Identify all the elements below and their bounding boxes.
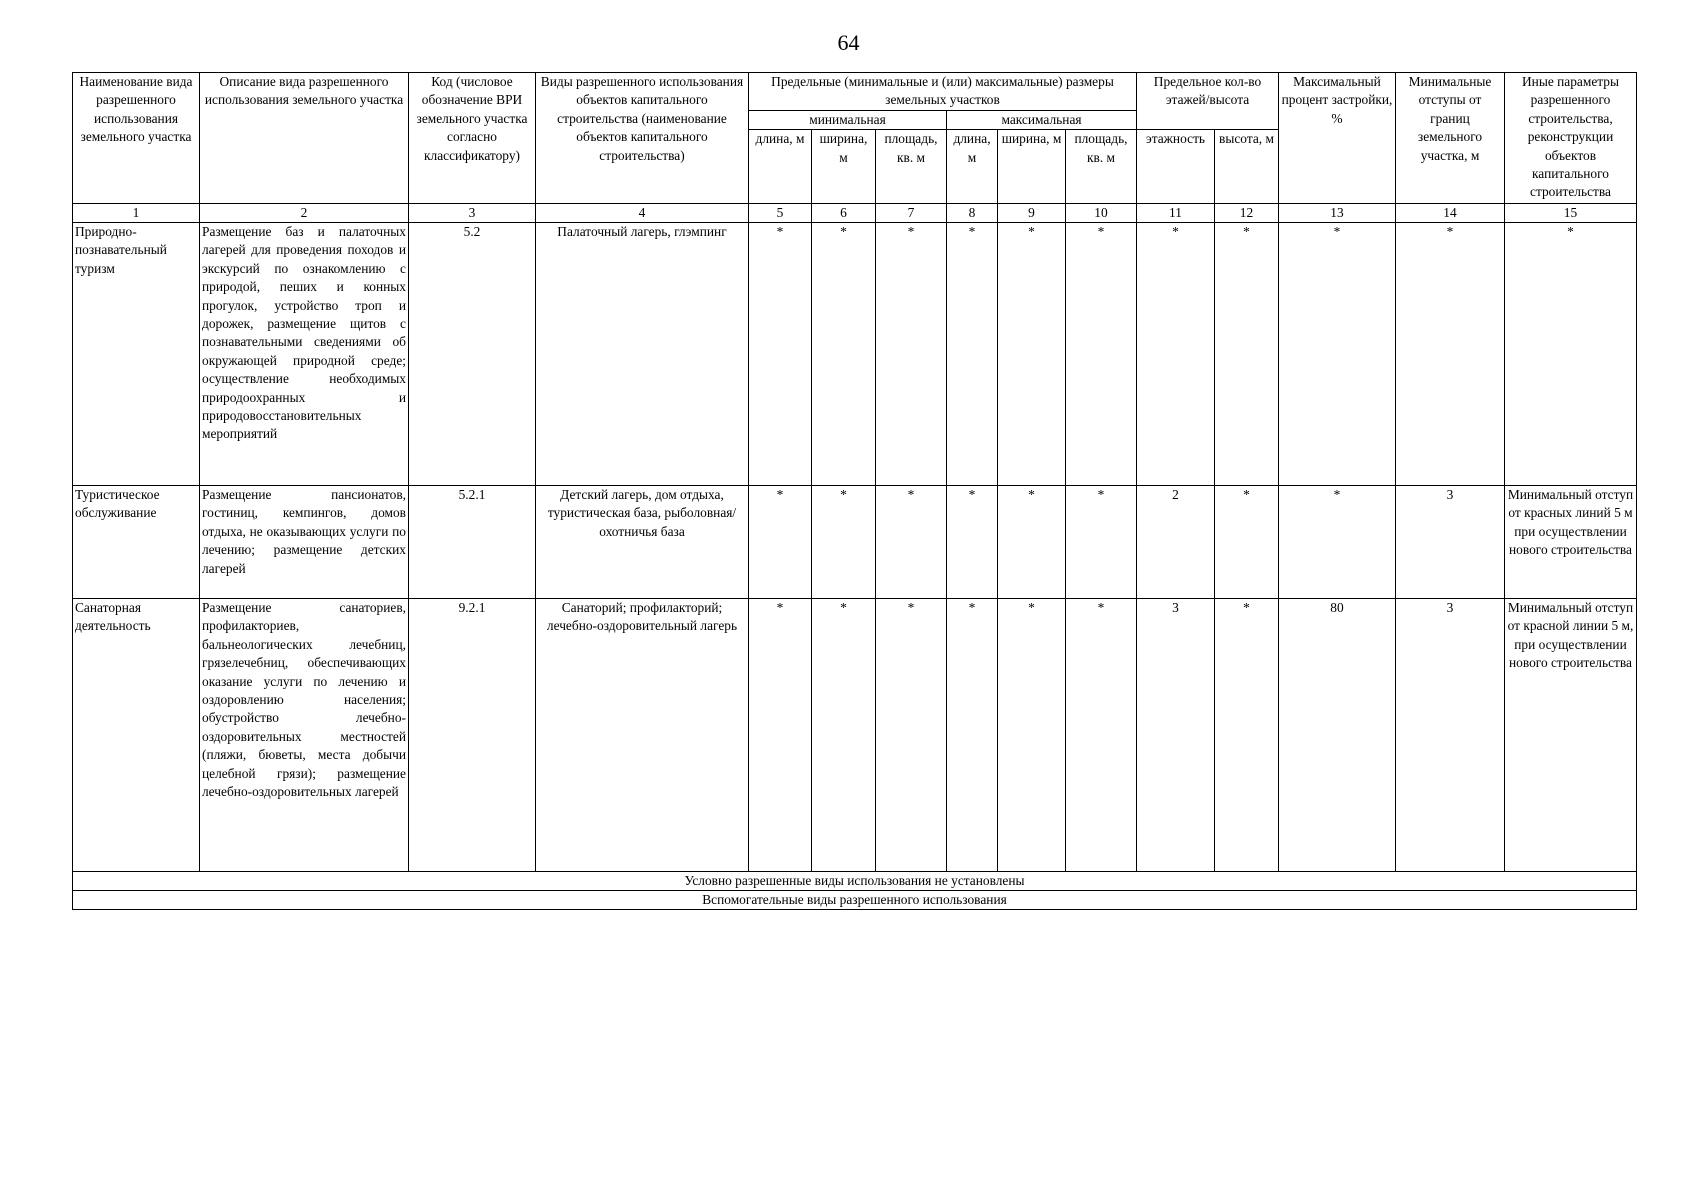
max-width-value: * xyxy=(998,223,1066,486)
setback-value: 3 xyxy=(1396,599,1505,872)
column-numbers-row xyxy=(73,204,1637,223)
other-parameters-value: Минимальный отступ от красных линий 5 м при осуществлении нового строительства xyxy=(1505,486,1637,599)
column-number: 2 xyxy=(200,204,409,223)
min-width-value: * xyxy=(812,486,876,599)
header-height: высота, м xyxy=(1215,130,1279,204)
table-row xyxy=(73,223,1637,486)
max-area-value: * xyxy=(1066,486,1137,599)
max-width-value: * xyxy=(998,599,1066,872)
conditional-uses-heading: Условно разрешенные виды использования не установлены xyxy=(73,872,1637,891)
other-parameters-value: Минимальный отступ от красной линии 5 м, при осуществлении нового строительства xyxy=(1505,599,1637,872)
height-value: * xyxy=(1215,486,1279,599)
floors-value: 3 xyxy=(1137,599,1215,872)
header-max-width: ширина, м xyxy=(998,130,1066,204)
header-other-parameters: Иные параметры разрешенного строительства, реконструкции объектов капитального строительства xyxy=(1505,73,1637,204)
header-min-width: ширина, м xyxy=(812,130,876,204)
setback-value: * xyxy=(1396,223,1505,486)
header-max-coverage: Максимальный процент застройки, % xyxy=(1279,73,1396,204)
max-length-value: * xyxy=(947,223,998,486)
header-maximum: максимальная xyxy=(947,110,1137,129)
header-max-area: площадь, кв. м xyxy=(1066,130,1137,204)
column-number: 11 xyxy=(1137,204,1215,223)
header-plot-size-limits: Предельные (минимальные и (или) максимальные) размеры земельных участков xyxy=(749,73,1137,111)
column-number: 5 xyxy=(749,204,812,223)
header-land-use-name: Наименование вида разрешенного использования земельного участка xyxy=(73,73,200,204)
min-width-value: * xyxy=(812,599,876,872)
floors-value: * xyxy=(1137,223,1215,486)
min-area-value: * xyxy=(876,486,947,599)
header-land-use-description: Описание вида разрешенного использования земельного участка xyxy=(200,73,409,204)
header-construction-objects: Виды разрешенного использования объектов капитального строительства (наименование объектов капитального строительства) xyxy=(536,73,749,204)
land-use-code: 5.2.1 xyxy=(409,486,536,599)
column-number: 10 xyxy=(1066,204,1137,223)
height-value: * xyxy=(1215,599,1279,872)
auxiliary-uses-heading: Вспомогательные виды разрешенного использования xyxy=(73,891,1637,910)
land-use-description: Размещение санаториев, профилакториев, бальнеологических лечебниц, грязелечебниц, обеспечивающих оказание услуги по лечению и оздоровлению населения; обустройство лечебно-оздоровительных местностей (пляжи, бюветы, места добычи целебной грязи); размещение лечебно-оздоровительных лагерей xyxy=(200,599,409,872)
land-use-code: 5.2 xyxy=(409,223,536,486)
column-number: 15 xyxy=(1505,204,1637,223)
min-area-value: * xyxy=(876,223,947,486)
page-number: 64 xyxy=(837,30,860,55)
column-number: 1 xyxy=(73,204,200,223)
max-length-value: * xyxy=(947,486,998,599)
header-max-length: длина, м xyxy=(947,130,998,204)
floors-value: 2 xyxy=(1137,486,1215,599)
construction-objects: Детский лагерь, дом отдыха, туристическая база, рыболовная/охотничья база xyxy=(536,486,749,599)
column-number: 8 xyxy=(947,204,998,223)
setback-value: 3 xyxy=(1396,486,1505,599)
land-use-description: Размещение баз и палаточных лагерей для проведения походов и экскурсий по ознакомлению с природой, пеших и конных прогулок, устройство троп и дорожек, размещение щитов с познавательными сведениями об окружающей природной среде; осуществление необходимых природоохранных и природовосстановительных мероприятий xyxy=(200,223,409,486)
column-number: 4 xyxy=(536,204,749,223)
header-min-area: площадь, кв. м xyxy=(876,130,947,204)
max-length-value: * xyxy=(947,599,998,872)
column-number: 3 xyxy=(409,204,536,223)
construction-objects: Палаточный лагерь, глэмпинг xyxy=(536,223,749,486)
max-area-value: * xyxy=(1066,599,1137,872)
land-use-description: Размещение пансионатов, гостиниц, кемпингов, домов отдыха, не оказывающих услуги по лечению; размещение детских лагерей xyxy=(200,486,409,599)
land-use-name: Санаторная деятельность xyxy=(73,599,200,872)
min-area-value: * xyxy=(876,599,947,872)
max-width-value: * xyxy=(998,486,1066,599)
header-row-1 xyxy=(73,73,1637,111)
other-parameters-value: * xyxy=(1505,223,1637,486)
column-number: 7 xyxy=(876,204,947,223)
column-number: 13 xyxy=(1279,204,1396,223)
column-number: 9 xyxy=(998,204,1066,223)
coverage-value: * xyxy=(1279,486,1396,599)
land-use-name: Природно-познавательный туризм xyxy=(73,223,200,486)
height-value: * xyxy=(1215,223,1279,486)
section-row xyxy=(73,891,1637,910)
land-use-name: Туристическое обслуживание xyxy=(73,486,200,599)
construction-objects: Санаторий; профилакторий; лечебно-оздоровительный лагерь xyxy=(536,599,749,872)
table-row xyxy=(73,599,1637,872)
land-use-code: 9.2.1 xyxy=(409,599,536,872)
coverage-value: 80 xyxy=(1279,599,1396,872)
min-length-value: * xyxy=(749,486,812,599)
coverage-value: * xyxy=(1279,223,1396,486)
zoning-regulations-table xyxy=(72,72,1637,910)
header-min-setbacks: Минимальные отступы от границ земельного участка, м xyxy=(1396,73,1505,204)
header-floors-height: Предельное кол-во этажей/высота xyxy=(1137,73,1279,130)
column-number: 6 xyxy=(812,204,876,223)
header-minimum: минимальная xyxy=(749,110,947,129)
section-row xyxy=(73,872,1637,891)
column-number: 12 xyxy=(1215,204,1279,223)
header-floors: этажность xyxy=(1137,130,1215,204)
min-length-value: * xyxy=(749,599,812,872)
column-number: 14 xyxy=(1396,204,1505,223)
min-width-value: * xyxy=(812,223,876,486)
min-length-value: * xyxy=(749,223,812,486)
header-min-length: длина, м xyxy=(749,130,812,204)
max-area-value: * xyxy=(1066,223,1137,486)
header-code: Код (числовое обозначение ВРИ земельного участка согласно классификатору) xyxy=(409,73,536,204)
table-row xyxy=(73,486,1637,599)
